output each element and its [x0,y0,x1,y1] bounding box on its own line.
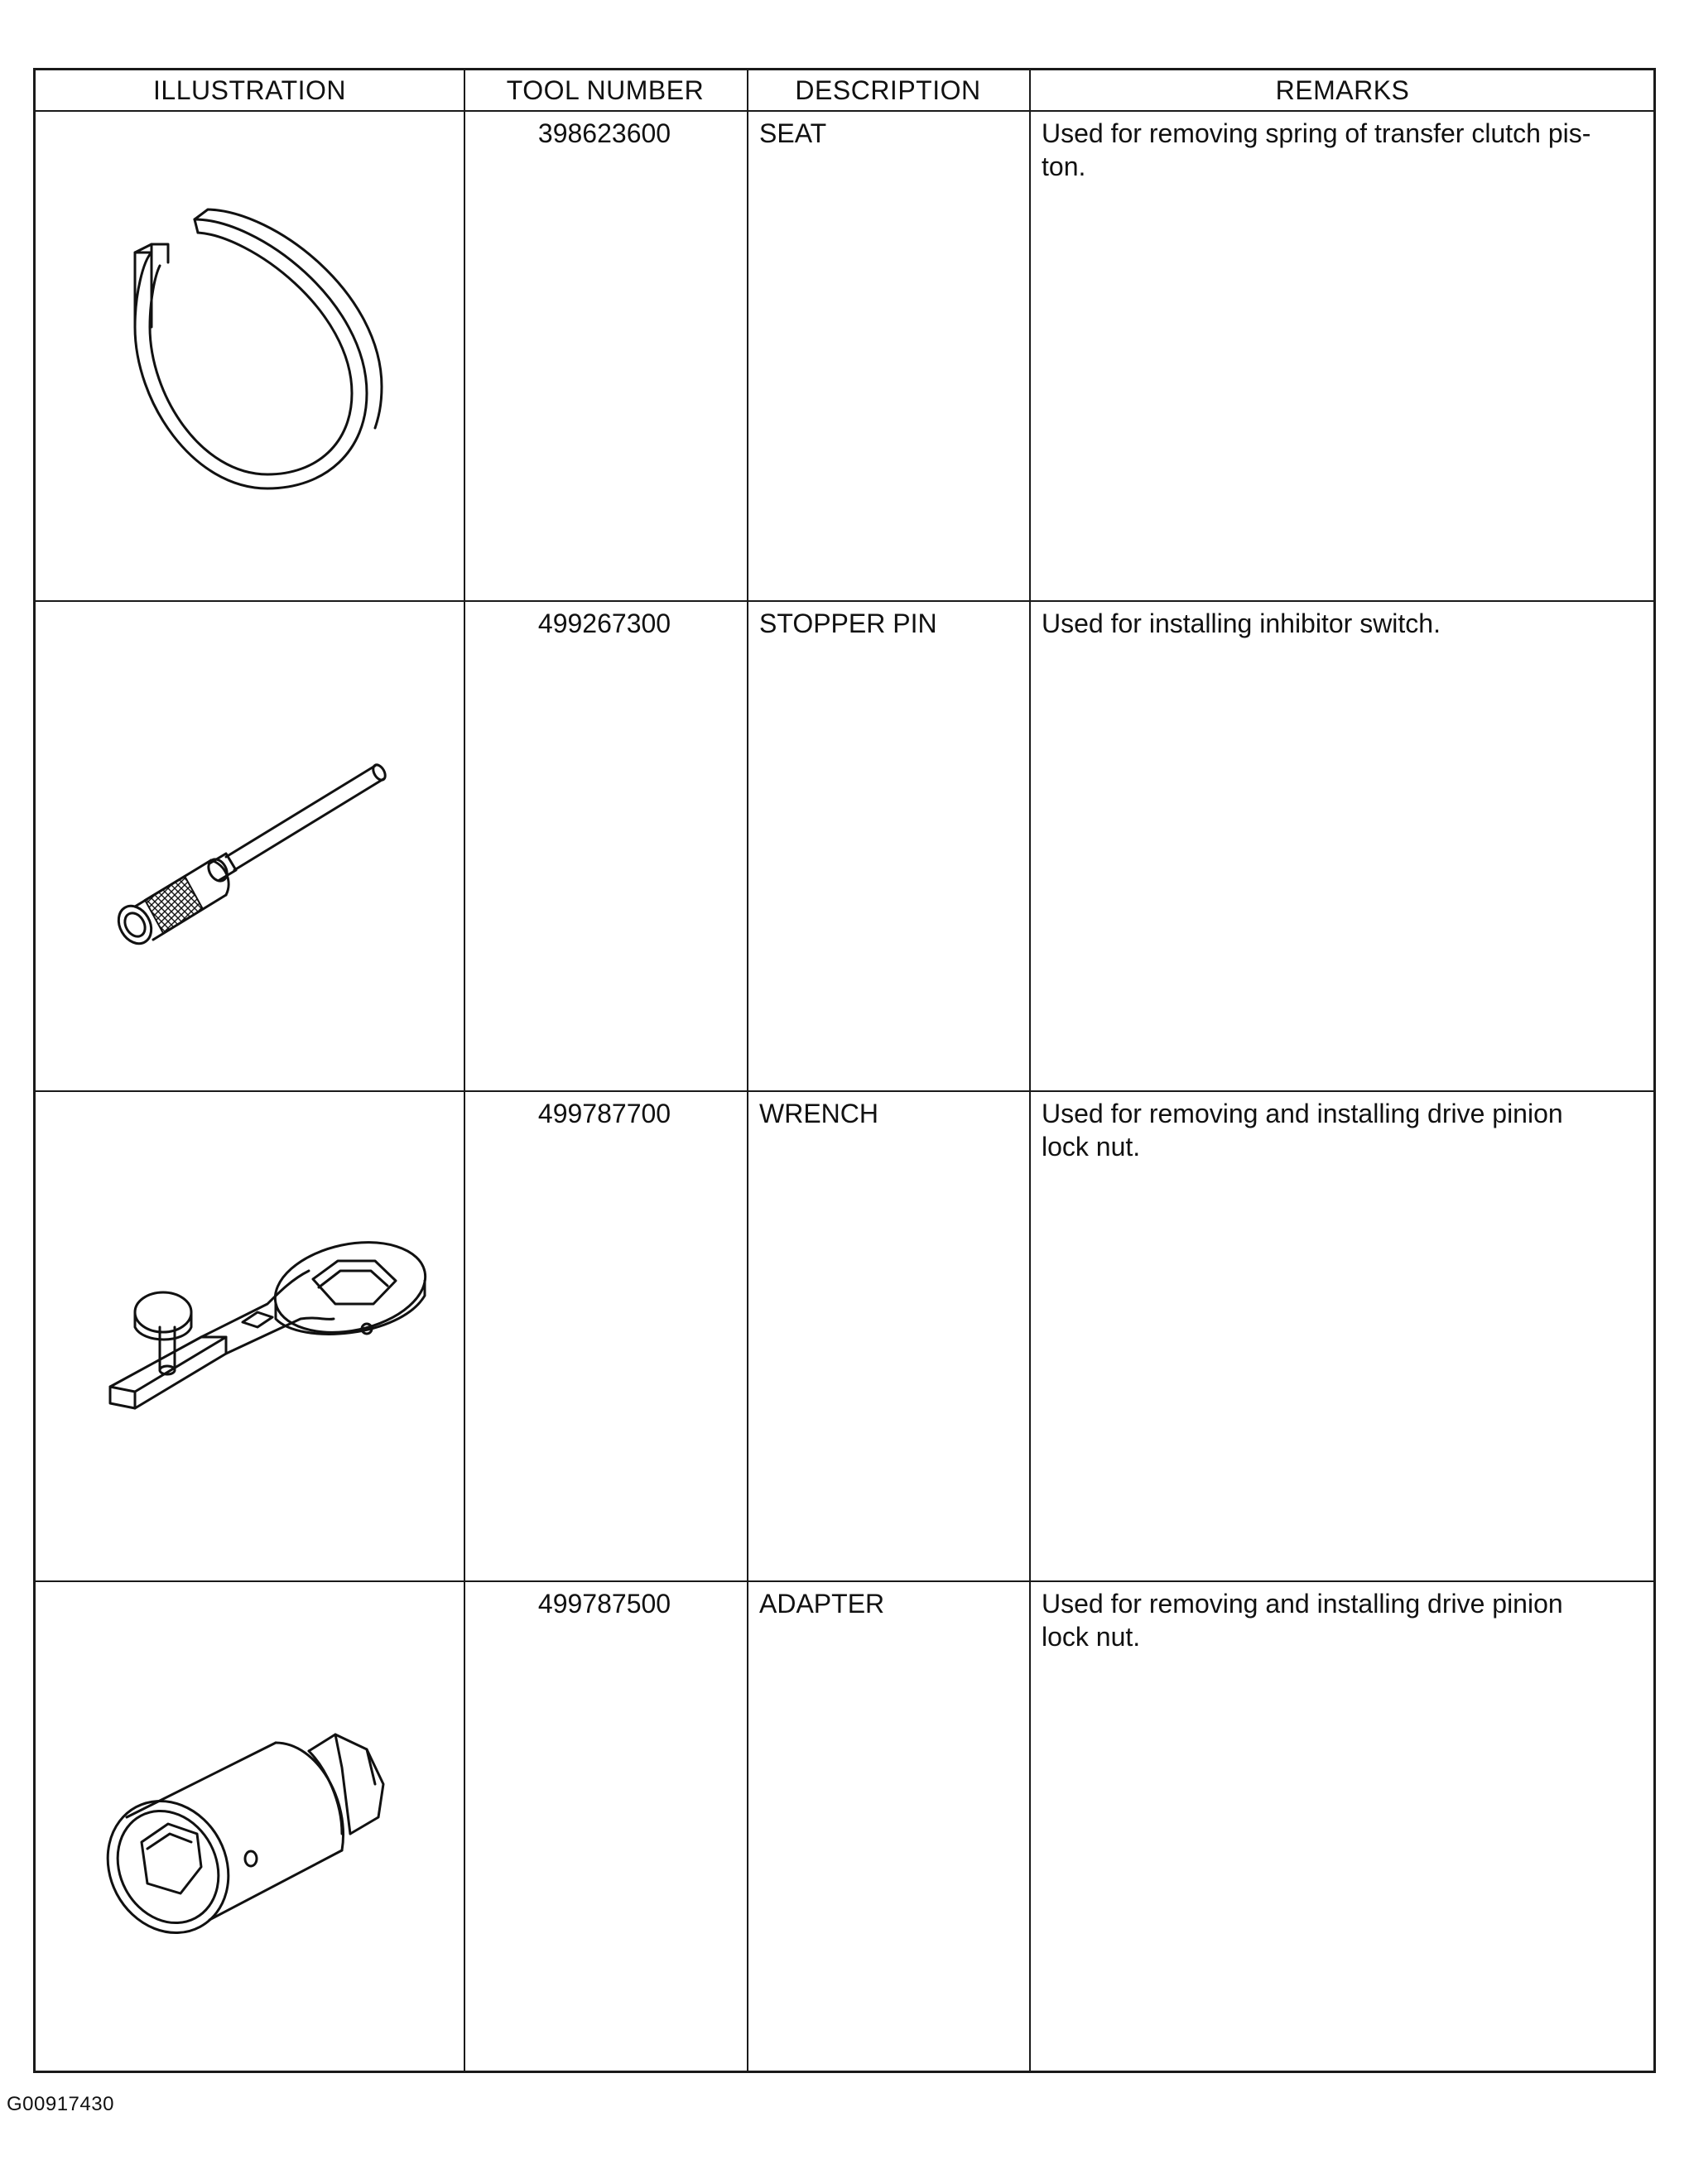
tool-remarks: Used for removing and installing drive pinion lock nut. [1042,1589,1563,1652]
tool-description: SEAT [759,118,827,148]
header-illustration: ILLUSTRATION [153,75,346,105]
adapter-socket-icon [102,1701,433,1950]
tool-remarks: Used for removing and installing drive pinion lock nut. [1042,1099,1563,1162]
tool-remarks: Used for removing spring of transfer clutch pis- ton. [1042,118,1591,181]
tool-description: ADAPTER [759,1589,885,1619]
column-divider [464,70,465,2071]
header-description: DESCRIPTION [795,75,981,105]
header-tool-number: TOOL NUMBER [506,75,705,105]
seat-ring-icon [118,203,416,509]
tool-number: 398623600 [537,118,671,148]
tool-number: 499787500 [537,1589,671,1619]
header-remarks: REMARKS [1275,75,1410,105]
column-divider [747,70,748,2071]
tool-description: WRENCH [759,1099,878,1128]
wrench-icon [102,1229,450,1461]
stopper-pin-icon [102,749,416,981]
row-divider [36,110,1653,112]
tool-remarks: Used for installing inhibitor switch. [1042,609,1441,638]
column-divider [1029,70,1031,2071]
tool-number: 499267300 [537,609,671,638]
special-tools-table [33,68,1656,2073]
row-divider [36,600,1653,602]
row-divider [36,1580,1653,1582]
figure-code: G00917430 [7,2093,114,2115]
row-divider [36,1090,1653,1092]
tool-description: STOPPER PIN [759,609,937,638]
tool-number: 499787700 [537,1099,671,1128]
